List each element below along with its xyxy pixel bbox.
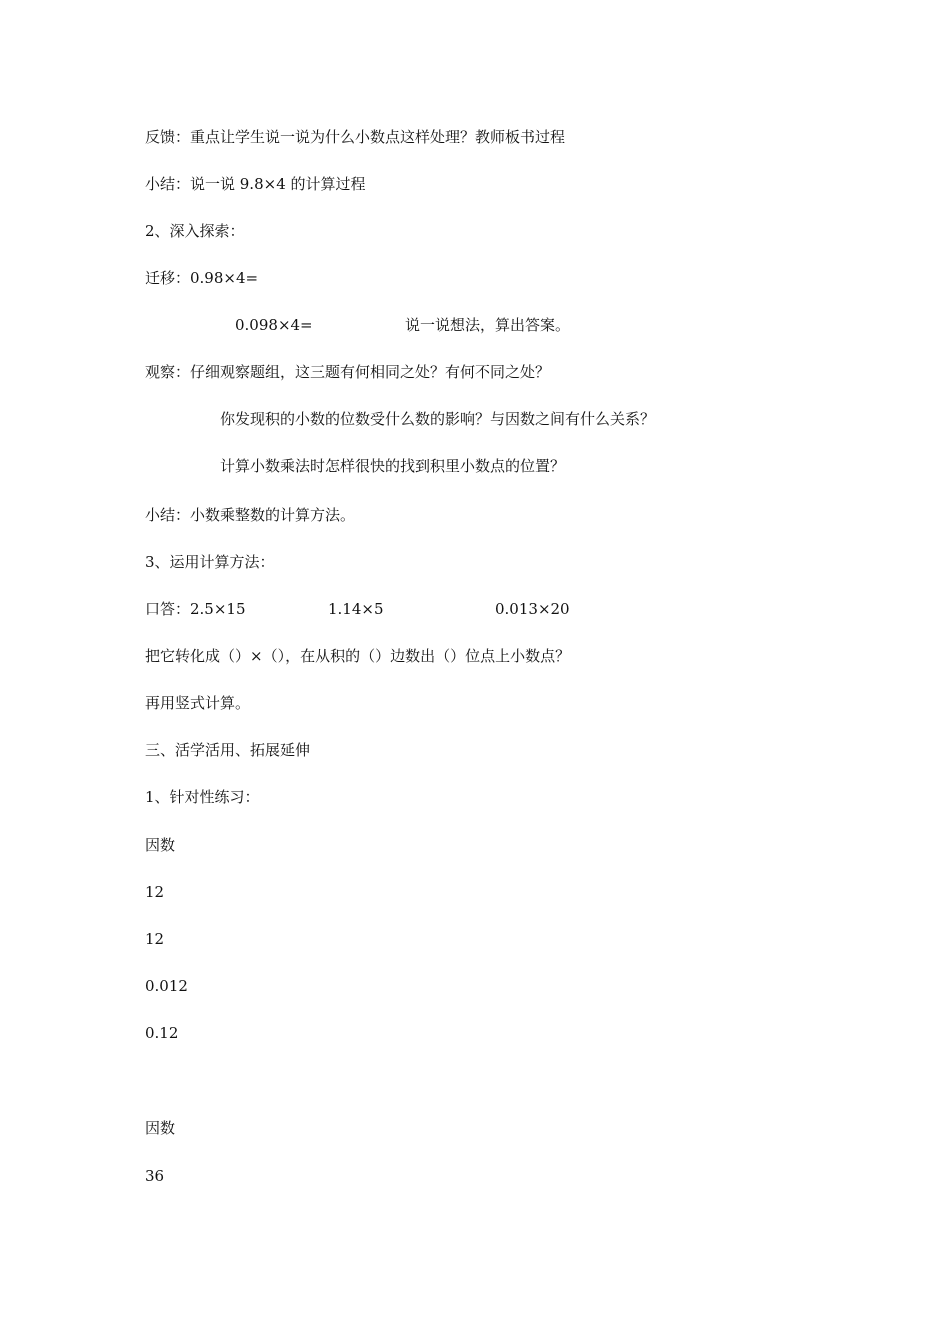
factor-label-1: 因数 <box>145 836 176 854</box>
factor-value-4: 0.12 <box>145 1024 179 1042</box>
observe-line: 观察：仔细观察题组，这三题有何相同之处？有何不同之处？ <box>145 363 551 381</box>
convert-question: 把它转化成（）×（），在从积的（）边数出（）位点上小数点？ <box>145 647 571 665</box>
observe-question-1: 你发现积的小数的位数受什么数的影响？与因数之间有什么关系？ <box>220 410 656 428</box>
oral-answer-3: 0.013×20 <box>495 600 570 618</box>
summary-line-1: 小结：说一说 9.8×4 的计算过程 <box>145 175 366 193</box>
targeted-practice-heading: 1、针对性练习： <box>145 788 260 806</box>
factor-value-2: 12 <box>145 930 165 948</box>
factor-value-5: 36 <box>145 1167 165 1185</box>
observe-question-2: 计算小数乘法时怎样很快的找到积里小数点的位置？ <box>220 457 566 475</box>
section-deep-explore: 2、深入探索： <box>145 222 245 240</box>
feedback-line: 反馈：重点让学生说一说为什么小数点这样处理？教师板书过程 <box>145 128 566 146</box>
factor-value-1: 12 <box>145 883 165 901</box>
summary-line-2: 小结：小数乘整数的计算方法。 <box>145 506 356 524</box>
oral-answer-2: 1.14×5 <box>328 600 384 618</box>
section-three-heading: 三、活学活用、拓展延伸 <box>145 741 311 759</box>
transfer-line: 迁移：0.98×4= <box>145 269 259 287</box>
oral-answer-1: 口答：2.5×15 <box>145 600 246 618</box>
transfer-expression-2: 0.098×4= <box>235 316 313 334</box>
factor-label-2: 因数 <box>145 1119 176 1137</box>
vertical-calc-line: 再用竖式计算。 <box>145 694 251 712</box>
transfer-instruction: 说一说想法，算出答案。 <box>405 316 571 334</box>
factor-value-3: 0.012 <box>145 977 188 995</box>
section-apply-method: 3、运用计算方法： <box>145 553 275 571</box>
